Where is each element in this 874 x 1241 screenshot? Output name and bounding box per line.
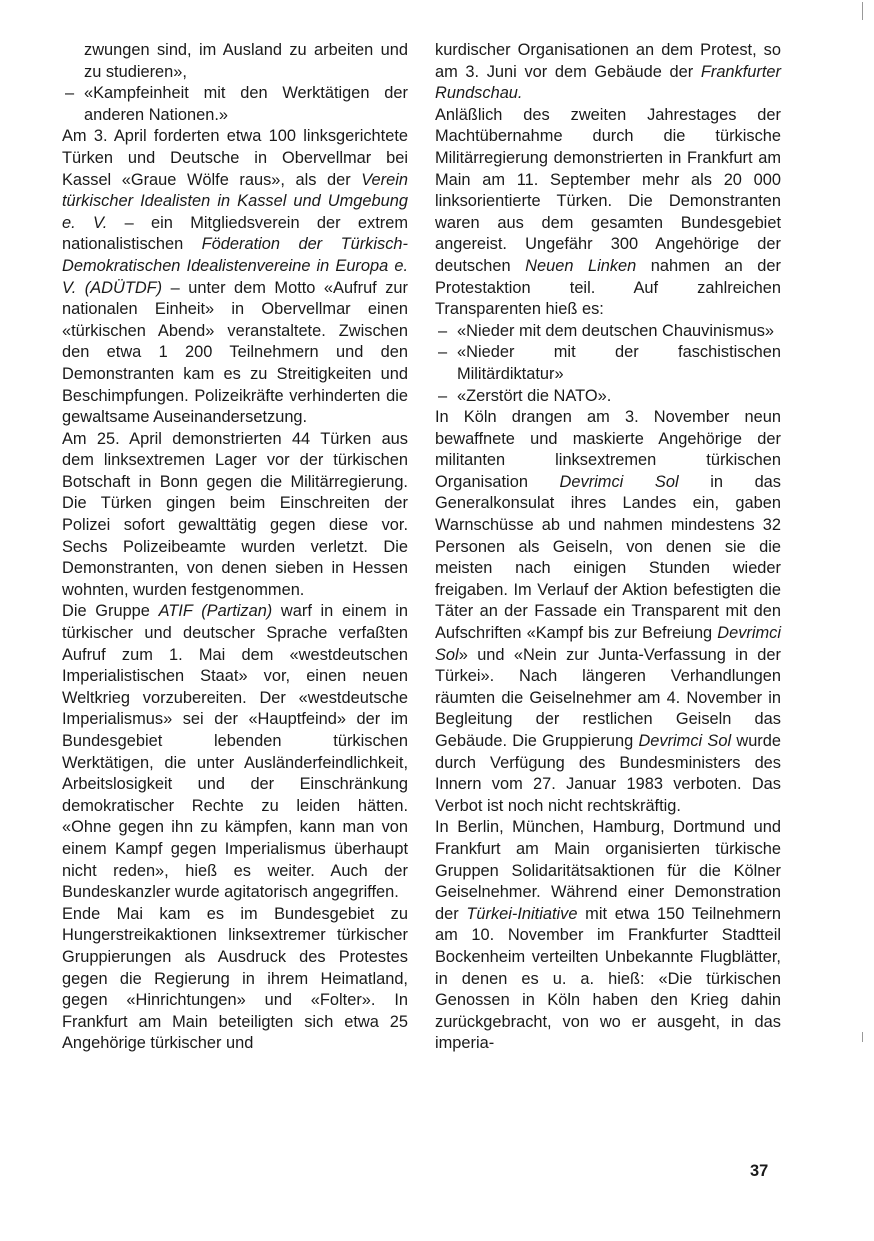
- text-run: » und «Nein zur Junta-Verfassung in der Türkei». Nach längeren Verhandlungen räumten die Geiselnehmer am 4. November in Begleitung der restlichen Geiseln das Gebäude. Die Gruppierung: [435, 645, 781, 750]
- paragraph: [435, 817, 781, 1055]
- italic-name: ATIF (Partizan): [158, 602, 273, 621]
- list-item: [62, 83, 408, 126]
- text-run: Am 3. April forderten etwa 100 linksgerichtete Türken und Deutsche in Obervellmar bei Kassel «Graue Wölfe raus», als der: [62, 127, 408, 189]
- italic-name: Devrimci Sol: [638, 732, 732, 750]
- italic-name: Föderation der Türkisch-Demokratischen Idealistenvereine in Europa e. V. (ADÜTDF): [62, 235, 408, 297]
- dash-list: [62, 83, 408, 126]
- text-run: mit etwa 150 Teilnehmern am 10. November im Frankfurter Stadtteil Bockenheim verteilten Unbekannte Flugblätter, in denen es u. a. hieß: «Die türkischen Genossen in Köln haben den Krieg dahin zurückgebracht, von wo er ausgeht, in das imperia-: [435, 904, 781, 1053]
- text-run: wurde durch Verfügung des Bundesministers des Innern vom 27. Januar 1983 verboten. Das Verbot ist noch nicht rechtskräftig.: [435, 732, 781, 815]
- left-column: [62, 40, 408, 1055]
- italic-name: Verein türkischer Idealisten in Kassel und Umgebung e. V.: [62, 170, 408, 232]
- text-run: kurdischer Organisationen an dem Protest, so am 3. Juni vor dem Gebäude der: [435, 41, 781, 81]
- paragraph: [435, 407, 781, 817]
- list-item: [435, 342, 781, 385]
- text-run: warf in einem in türkischer und deutscher Sprache verfaßten Aufruf zum 1. Mai dem «westdeutschen Imperialistischen Staat» vor, einen neuen Weltkrieg vorzubereiten. Der «westdeutsche Imperialismus» sei der «Hauptfeind» der im Bundesgebiet lebenden türkischen Werktätigen, die unter Ausländerfeindlichkeit, Arbeitslosigkeit und der Einschränkung demokratischer Rechte zu leiden hätten. «Ohne gegen ihn zu kämpfen, kann man von einem Kampf gegen Imperialismus überhaupt nicht reden», hieß es weiter. Auch der Bundeskanzler wurde agitatorisch angegriffen.: [62, 602, 409, 902]
- text-run: Anläßlich des zweiten Jahrestages der Machtübernahme durch die türkische Militärregierung demonstrierten in Frankfurt am Main am 11. September mehr als 20 000 linksorientierte Türken. Die Demonstranten waren aus dem gesamten Bundesgebiet angereist. Ungefähr 300 Angehörige der deutschen: [435, 105, 781, 275]
- paragraph: [62, 429, 408, 602]
- scan-edge-mark: [862, 1032, 863, 1042]
- italic-name: Neuen Linken: [525, 256, 637, 275]
- text-run: In Berlin, München, Hamburg, Dortmund und Frankfurt am Main organisierten türkische Gruppen Solidaritätsaktionen für die Kölner Geiselnehmer. Während einer Demonstration der: [435, 818, 781, 923]
- right-column: [435, 40, 781, 1055]
- text-run: «Zerstört die NATO».: [457, 386, 612, 405]
- italic-name: Frankfurter Rundschau.: [435, 62, 781, 103]
- paragraph: [62, 601, 408, 903]
- text-run: «Nieder mit dem deutschen Chauvinismus»: [457, 321, 775, 340]
- text-run: Am 25. April demonstrierten 44 Türken aus dem linksextremen Lager vor der türkischen Botschaft in Bonn gegen die Militärregierung. Die Türken gingen beim Einschreiten der Polizei sofort gewalttätig gegen diese vor. Sechs Polizeibeamte wurden verletzt. Die Demonstranten, von denen sieben in Hessen wohnten, wurden festgenommen.: [62, 429, 408, 599]
- continued-list-item: [62, 40, 408, 83]
- text-run: «Nieder mit der faschistischen Militärdiktatur»: [457, 343, 781, 383]
- paragraph: [435, 40, 781, 105]
- text-run: – unter dem Motto «Aufruf zur nationalen Einheit» in Obervellmar einen «türkischen Abend» veranstaltete. Zwischen den etwa 1 200 Teilnehmern und den Demonstranten kam es zu Streitigkeiten und Beschimpfungen. Polizeikräfte verhinderten die gewaltsame Auseinandersetzung.: [62, 278, 408, 427]
- text-run: in das Generalkonsulat ihres Landes ein, gaben Warnschüsse ab und nahmen mindestens 32 Personen als Geiseln, von denen sie die meisten nach einigen Stunden wieder freigaben. Im Verlauf der Aktion befestigten die Täter an der Fassade ein Transparent mit den Aufschriften «Kampf bis zur Befreiung: [435, 472, 781, 643]
- list-item: [435, 386, 781, 408]
- text-run: In Köln drangen am 3. November neun bewaffnete und maskierte Angehörige der militanten linksextremen türkischen Organisation: [435, 408, 781, 491]
- text-run: zwungen sind, im Ausland zu arbeiten und zu studieren»,: [84, 41, 408, 81]
- list-item: [435, 321, 781, 343]
- paragraph: [62, 904, 408, 1055]
- paragraph: [435, 105, 781, 321]
- italic-name: Devrimci Sol: [559, 472, 679, 491]
- paragraph: [62, 126, 408, 428]
- italic-name: Devrimci Sol: [435, 624, 781, 664]
- text-run: Ende Mai kam es im Bundesgebiet zu Hungerstreikaktionen linksextremer türkischer Gruppierungen als Ausdruck des Protestes gegen die Regierung in ihrem Heimatland, gegen «Hinrichtungen» und «Folter». In Frankfurt am Main beteiligten sich etwa 25 Angehörige türkischer und: [62, 904, 408, 1053]
- italic-name: Türkei-Initiative: [466, 904, 578, 923]
- text-run: – ein Mitgliedsverein der extrem nationalistischen: [62, 213, 409, 254]
- text-run: Die Gruppe: [62, 602, 159, 621]
- dash-list: [435, 321, 781, 407]
- scan-edge-mark: [862, 2, 863, 20]
- page-number: 37: [750, 1162, 769, 1180]
- text-run: nahmen an der Protestaktion teil. Auf zahlreichen Transparenten hieß es:: [435, 256, 781, 319]
- text-run: «Kampfeinheit mit den Werktätigen der anderen Nationen.»: [84, 84, 408, 124]
